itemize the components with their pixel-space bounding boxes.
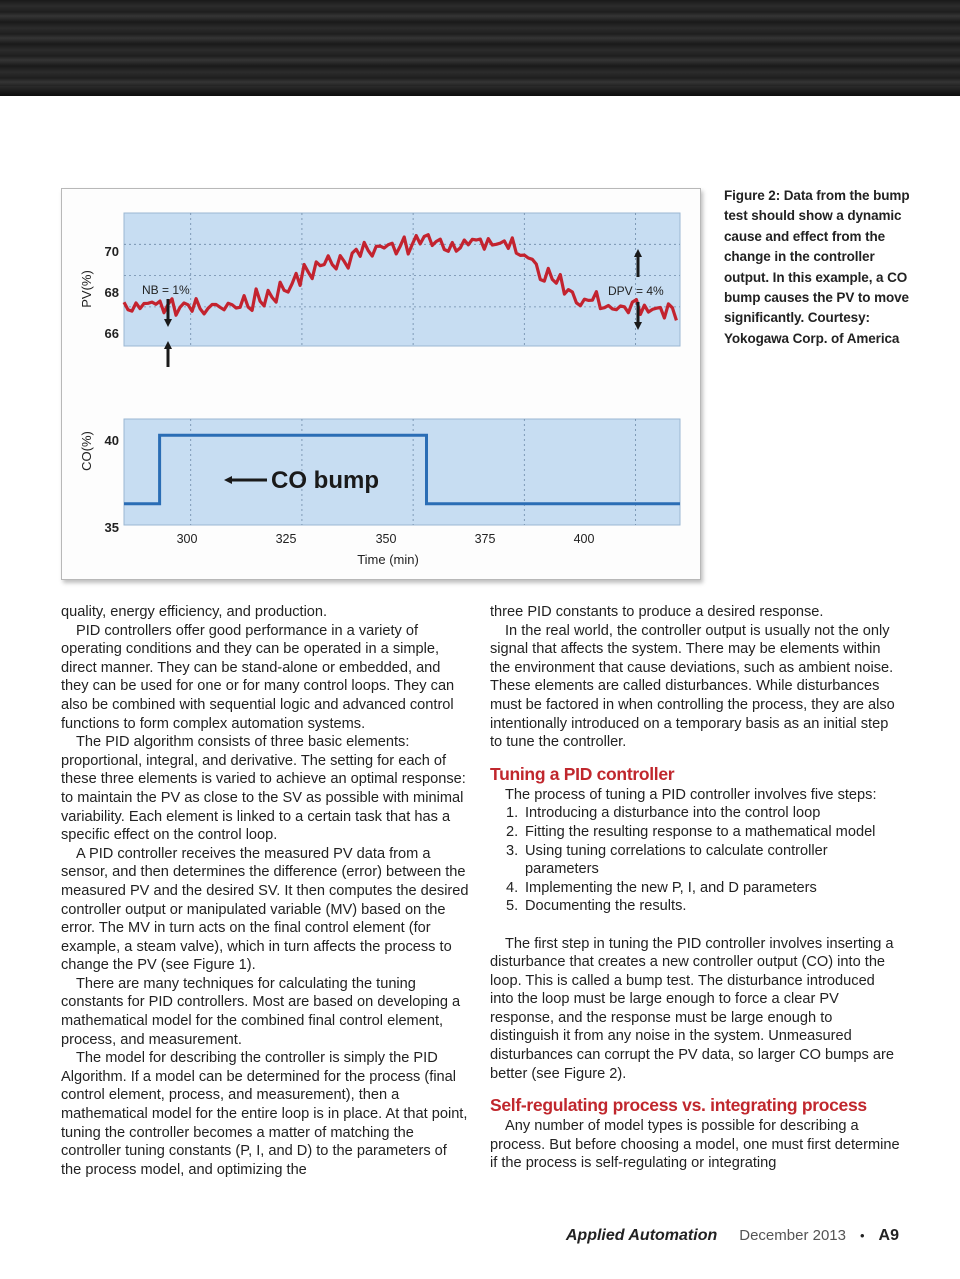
- pv-ylabel: PV(%): [79, 270, 94, 308]
- page-number: A9: [878, 1227, 899, 1244]
- co-tick-35: 35: [104, 520, 119, 535]
- list-item-number: 5.: [506, 898, 519, 915]
- list-item: [490, 879, 900, 898]
- paragraph: PID controllers offer good performance in a variety of operating conditions and they can be operated in a simple, direct manner. They can be stand-alone or embedded, and they can be used for one or for many control loops. They can also be combined with sequential logic and advanced control functions to form complex automation systems.: [61, 622, 455, 732]
- article-left-column: [61, 603, 471, 1179]
- co-bump-label: CO bump: [271, 467, 379, 494]
- article-right-column: [490, 603, 900, 1173]
- top-banner: [0, 0, 960, 96]
- list-item-text: Introducing a disturbance into the control loop: [525, 805, 821, 822]
- paragraph: three PID constants to produce a desired response.: [490, 604, 824, 620]
- list-item-text: Fitting the resulting response to a mathematical model: [525, 823, 876, 840]
- paragraph: The PID algorithm consists of three basic elements: proportional, integral, and derivative. The setting for each of these three elements is varied to achieve an optimal response: to maintain the PV as close to the SV as possible with minimal variability. Each element is linked to a certain task that has a specific effect on the control loop.: [61, 734, 466, 844]
- page-footer: [566, 1227, 899, 1249]
- footer-separator: •: [859, 1228, 865, 1243]
- issue-date: December 2013: [739, 1227, 846, 1244]
- list-item: [490, 823, 900, 842]
- tuning-steps-list: [490, 804, 900, 916]
- section-heading-tuning: Tuning a PID controller: [490, 763, 675, 784]
- list-item-text: Using tuning correlations to calculate controller parameters: [525, 842, 828, 878]
- x-tick-350: 350: [375, 532, 397, 546]
- paragraph: A PID controller receives the measured PV data from a sensor, and then determines the difference (error) between the measured PV and the desired SV. It then computes the desired controller output or manipulated variable (MV) based on the error. The MV in turn acts on the final control element (for example, a steam valve), which in turn affects the process to change the PV (see Figure 1).: [61, 845, 469, 974]
- paragraph: There are many techniques for calculating the tuning constants for PID controllers. Most are based on developing a mathematical model for the combined final control element, process, and measurement.: [61, 975, 461, 1048]
- x-tick-325: 325: [275, 532, 297, 546]
- paragraph: In the real world, the controller output is usually not the only signal that affects the system. There may be elements within the environment that cause deviations, such as ambient noise. These elements are called disturbances. While disturbances must be factored in when controlling the process, they are also intentionally introduced on a temporary basis as an initial step to tune the controller.: [490, 622, 895, 751]
- list-item-number: 4.: [506, 879, 519, 896]
- x-axis-label: Time (min): [357, 552, 419, 567]
- paragraph: The model for describing the controller is simply the PID Algorithm. If a model can be determined for the process (final control element, process, and measurement), then a mathematical model for the entire loop is in place. At that point, tuning the controller becomes a matter of matching the controller tuning constants (P, I, and D) to the parameters of the process model, and optimizing the: [61, 1050, 468, 1178]
- section-heading-self-regulating: Self-regulating process vs. integrating process: [490, 1095, 867, 1116]
- co-tick-40: 40: [104, 433, 119, 448]
- x-tick-400: 400: [573, 532, 595, 546]
- list-item-text: Implementing the new P, I, and D parameters: [525, 879, 817, 896]
- spacer: [490, 916, 900, 935]
- pv-plot-area: [124, 213, 680, 346]
- paragraph: quality, energy efficiency, and production.: [61, 604, 328, 620]
- co-ylabel: CO(%): [79, 431, 94, 471]
- list-item: [490, 897, 900, 916]
- nb-annotation: NB = 1%: [142, 283, 190, 297]
- list-item-number: 2.: [506, 823, 519, 840]
- pv-tick-70: 70: [104, 244, 119, 259]
- chart-svg: [62, 189, 702, 581]
- x-tick-375: 375: [474, 532, 496, 546]
- list-item: [490, 804, 900, 823]
- x-tick-300: 300: [176, 532, 198, 546]
- publication-name: Applied Automation: [565, 1227, 718, 1244]
- paragraph: Any number of model types is possible for describing a process. But before choosing a model, one must first determine if the process is self-regulating or integrating: [490, 1118, 900, 1172]
- list-item-number: 1.: [506, 805, 519, 822]
- paragraph: The process of tuning a PID controller involves five steps:: [505, 786, 877, 803]
- figure-2-chart: [61, 188, 701, 580]
- pv-tick-68: 68: [104, 285, 119, 300]
- dpv-annotation: DPV = 4%: [608, 284, 664, 298]
- list-item: [490, 842, 900, 879]
- list-item-number: 3.: [506, 842, 519, 859]
- paragraph: The first step in tuning the PID controller involves inserting a disturbance that creates a new controller output (CO) into the loop. This is called a bump test. The disturbance introduced into the loop must be large enough to force a clear PV response, and the response must be large enough to distinguish it from any noise in the system. Unmeasured disturbances can corrupt the PV data, so larger CO bumps are better (see Figure 2).: [490, 935, 894, 1082]
- figure-caption: Figure 2: Data from the bump test should show a dynamic cause and effect from the change in the controller output. In this example, a CO bump causes the PV to move significantly. Courtesy: Yokogawa Corp. of America: [724, 188, 910, 346]
- pv-tick-66: 66: [104, 326, 119, 341]
- list-item-text: Documenting the results.: [525, 898, 687, 915]
